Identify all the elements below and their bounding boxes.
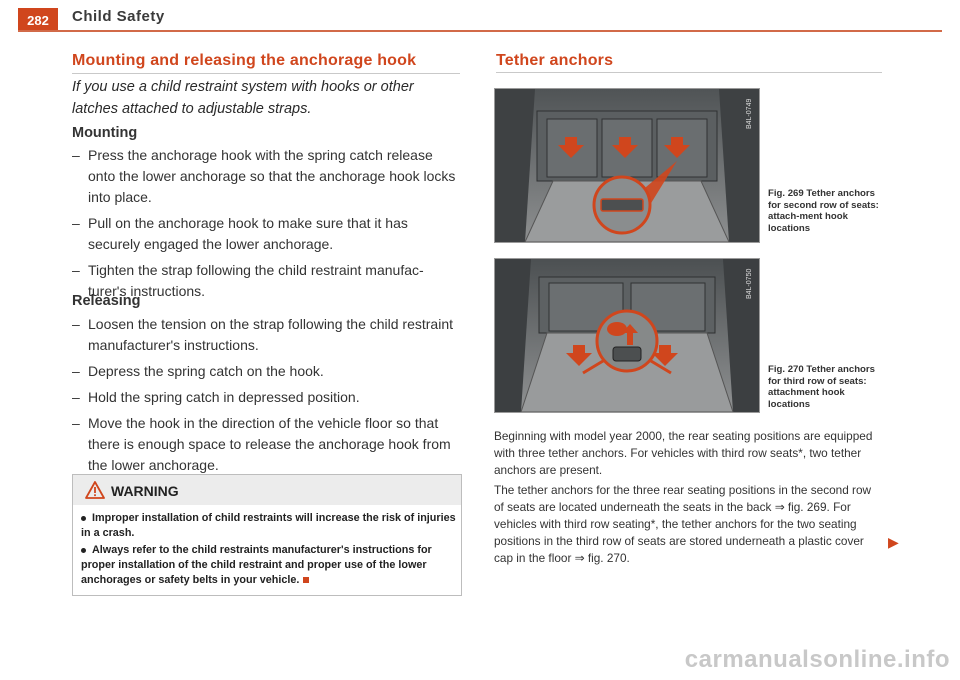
section-heading-tether: Tether anchors <box>496 52 614 69</box>
section-title: Child Safety <box>72 8 165 25</box>
heading-rule <box>496 72 882 73</box>
watermark: carmanualsonline.info <box>684 646 950 673</box>
figure-270 <box>494 258 760 413</box>
end-mark-icon <box>303 577 309 583</box>
warning-box <box>72 474 462 596</box>
list-item: – Press the anchorage hook with the spring catch release onto the lower anchorage so that the anchorage hook locks into place. <box>72 145 462 208</box>
continue-arrow-icon: ▶ <box>888 534 899 550</box>
warning-item <box>81 543 459 588</box>
section-heading-mounting: Mounting and releasing the anchorage hook <box>72 52 417 69</box>
header-rule <box>18 30 942 32</box>
page-number: 282 <box>18 8 58 32</box>
list-item: – Move the hook in the direction of the vehicle floor so that there is enough space to release the anchorage hook from the lower anchorage. <box>72 413 462 476</box>
third-row-floor-illustration <box>495 259 759 412</box>
mounting-subheading: Mounting <box>72 125 138 141</box>
mounting-steps <box>72 145 462 302</box>
bullet-icon <box>81 548 86 553</box>
list-item: – Depress the spring catch on the hook. <box>72 361 462 382</box>
figure-269 <box>494 88 760 243</box>
list-item: – Loosen the tension on the strap following the child restraint manufacturer's instructions. <box>72 314 462 356</box>
figure-code: B4L-0750 <box>746 268 753 299</box>
warning-title: WARNING <box>111 483 179 499</box>
paragraph: Beginning with model year 2000, the rear seating positions are equipped with three tether anchors. For vehicles with third row seats*, two tether anchors are present. <box>494 429 873 477</box>
list-item: – Hold the spring catch in depressed position. <box>72 387 462 408</box>
intro-text: If you use a child restraint system with hooks or other latches attached to adjustable straps. <box>72 79 414 117</box>
warning-header <box>73 475 461 505</box>
releasing-subheading: Releasing <box>72 293 141 309</box>
figure-caption-270: Fig. 270 Tether anchors for third row of seats: attachment hook locations <box>768 364 875 410</box>
figure-code: B4L-0749 <box>746 98 753 129</box>
cargo-area-seats-illustration <box>495 89 759 242</box>
paragraph: The tether anchors for the three rear seating positions in the second row of seats are located underneath the seats in the back ⇒ fig. 269. For vehicles with third row seating*, the tether anchors for the two seating positions in the third row of seats are stored underneath a plastic cover cap in the floor ⇒ fig. 270. <box>494 483 872 565</box>
warning-text: Always refer to the child restraints manufacturer's instructions for proper installation of the child restraint and proper use of the lower anchorages or safety belts in your vehicle. <box>81 544 432 586</box>
warning-text: Improper installation of child restraints will increase the risk of injuries in a crash. <box>81 512 456 539</box>
list-item: – Pull on the anchorage hook to make sure that it has securely engaged the lower anchorage. <box>72 213 462 255</box>
warning-item <box>81 511 459 541</box>
heading-rule <box>72 73 460 74</box>
list-item: – Tighten the strap following the child restraint manufac-turer's instructions. <box>72 260 462 302</box>
figure-caption-269: Fig. 269 Tether anchors for second row of seats: attach-ment hook locations <box>768 188 879 234</box>
releasing-steps <box>72 314 462 476</box>
warning-triangle-icon <box>85 481 105 499</box>
bullet-icon <box>81 516 86 521</box>
